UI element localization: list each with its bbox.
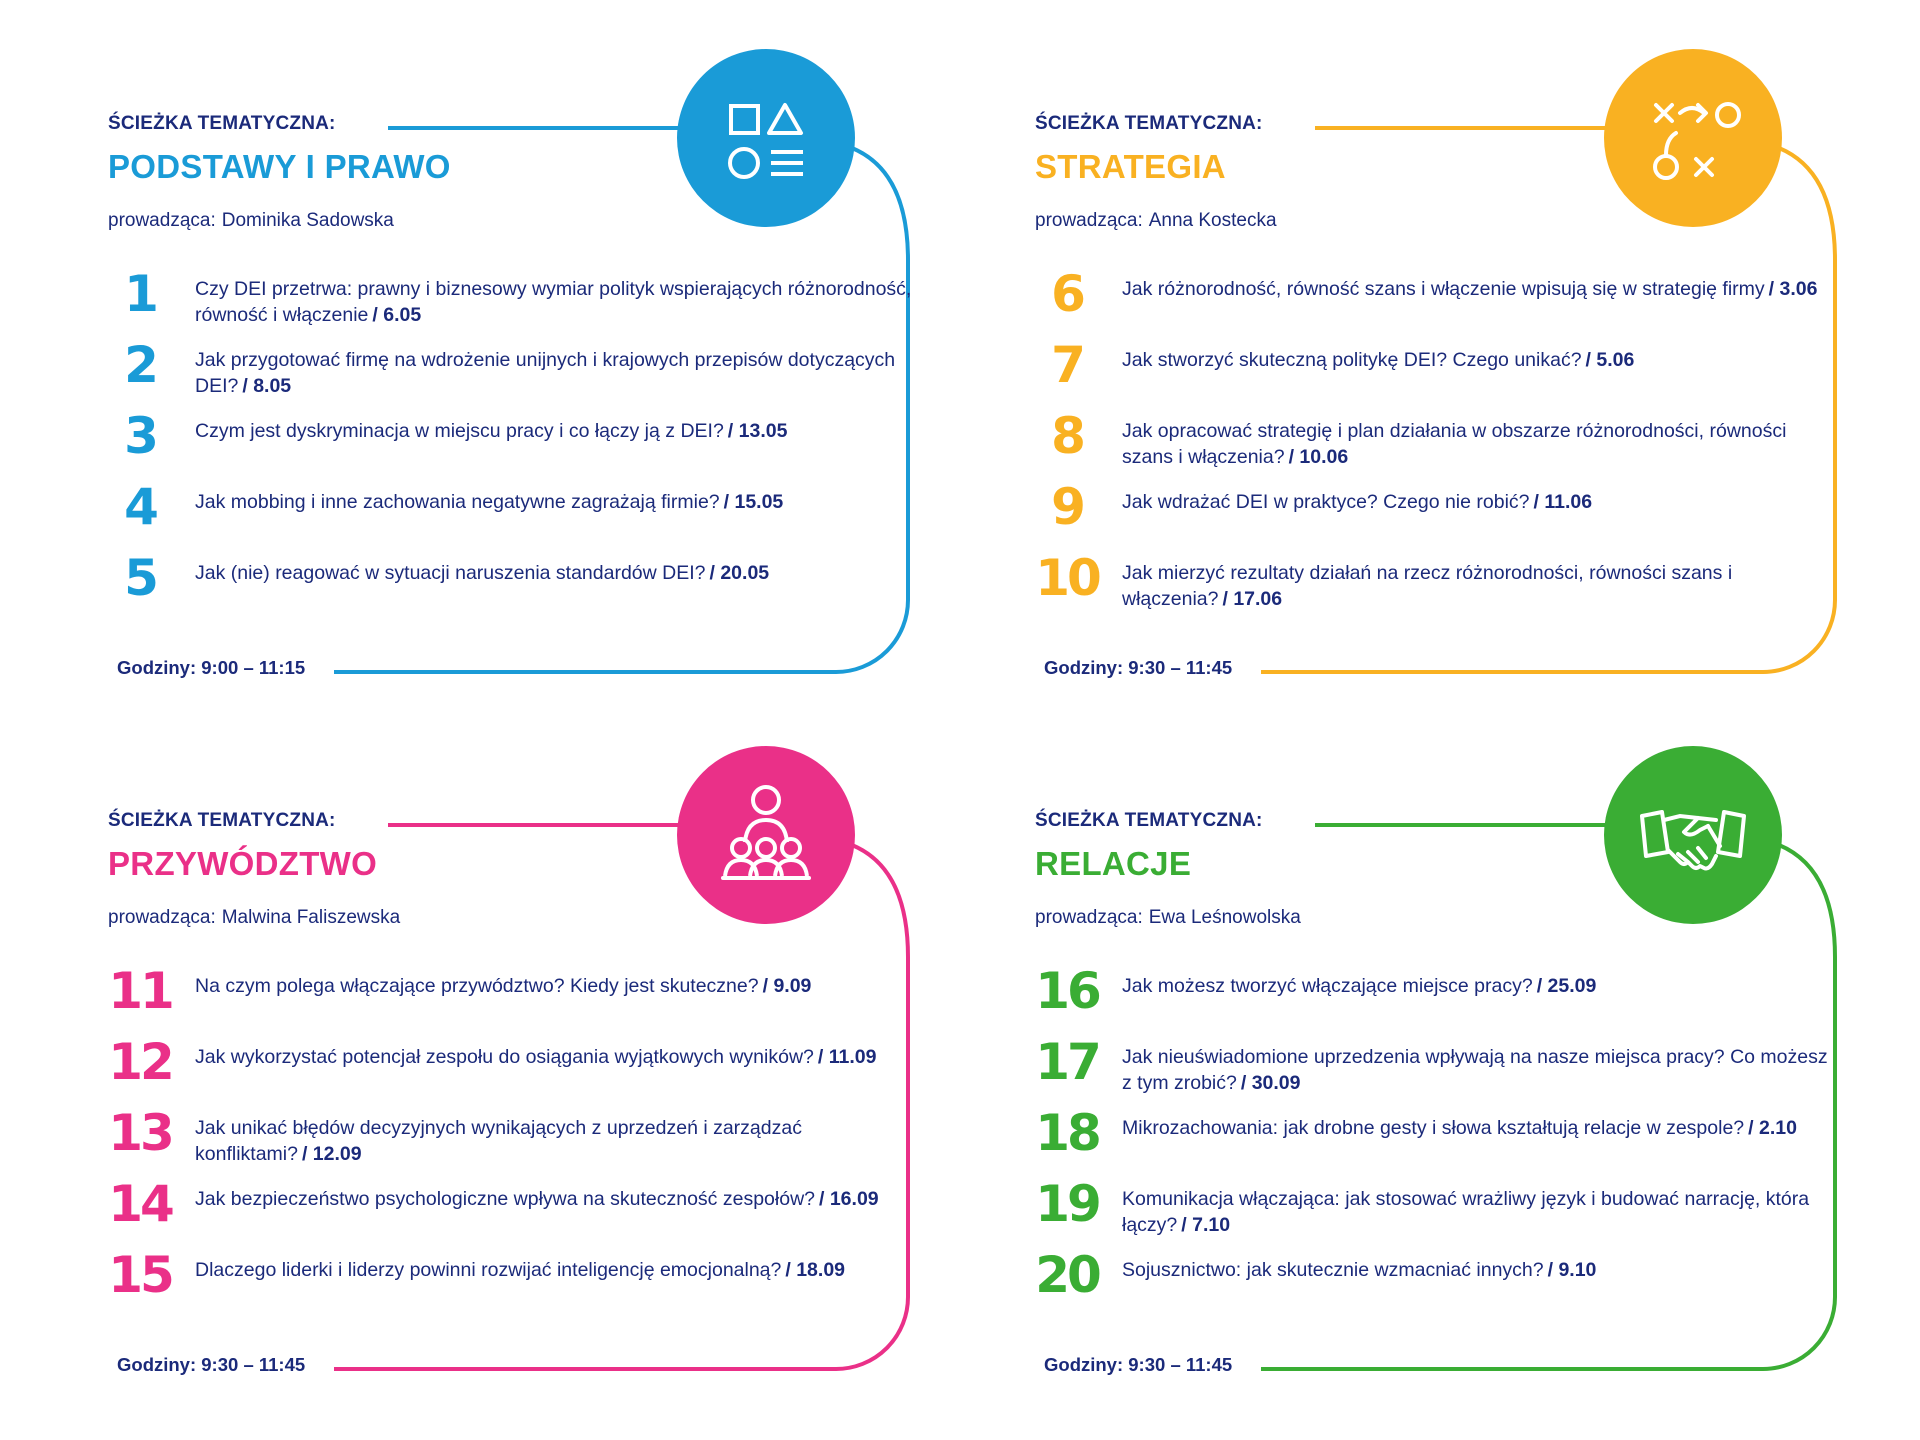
session-number: 13 (108, 1104, 172, 1162)
session-item (100, 546, 920, 610)
session-title: Jak stworzyć skuteczną politykę DEI? Czego unikać? (1122, 349, 1582, 371)
session-text (195, 973, 915, 999)
session-number: 18 (1035, 1104, 1099, 1162)
session-item (1027, 333, 1847, 397)
track-panel-relacje (927, 697, 1887, 1417)
session-date: / 11.06 (1533, 491, 1593, 513)
track-panel-podstawy (0, 0, 960, 720)
session-number: 20 (1035, 1246, 1099, 1304)
session-item (1027, 1172, 1847, 1236)
session-item (100, 262, 920, 326)
session-number: 19 (1035, 1175, 1099, 1233)
session-text (195, 418, 915, 444)
session-title: Jak mobbing i inne zachowania negatywne zagrażają firmie? (195, 491, 720, 513)
session-text (1122, 1257, 1842, 1283)
session-number: 16 (1035, 962, 1099, 1020)
session-item (1027, 1030, 1847, 1094)
team-leader-icon (677, 746, 855, 924)
session-text (195, 276, 915, 328)
session-text (1122, 418, 1842, 470)
session-number: 5 (124, 549, 156, 607)
session-title: Dlaczego liderki i liderzy powinni rozwijać inteligencję emocjonalną? (195, 1259, 782, 1281)
session-item (100, 1172, 920, 1236)
session-number: 7 (1051, 336, 1083, 394)
session-text (195, 1257, 915, 1283)
session-title: Sojusznictwo: jak skutecznie wzmacniać innych? (1122, 1259, 1544, 1281)
session-text (1122, 973, 1842, 999)
session-title: Czym jest dyskryminacja w miejscu pracy i co łączy ją z DEI? (195, 420, 724, 442)
session-item (100, 1101, 920, 1165)
host-line (1035, 907, 1301, 929)
track-label: ŚCIEŻKA TEMATYCZNA: (108, 113, 336, 134)
session-date: / 17.06 (1222, 588, 1283, 610)
session-text (1122, 1044, 1842, 1096)
session-title: Jak wdrażać DEI w praktyce? Czego nie robić? (1122, 491, 1530, 513)
session-item (1027, 959, 1847, 1023)
session-number: 8 (1051, 407, 1083, 465)
session-date: / 20.05 (709, 562, 770, 584)
track-panel-przywodztwo (0, 697, 960, 1417)
session-date: / 5.06 (1585, 349, 1635, 371)
session-title: Jak różnorodność, równość szans i włączenie wpisują się w strategię firmy (1122, 278, 1765, 300)
session-date: / 6.05 (372, 304, 422, 326)
session-item (100, 475, 920, 539)
track-title: RELACJE (1035, 845, 1192, 882)
session-title: Jak nieuświadomione uprzedzenia wpływają na nasze miejsca pracy? Co możesz z tym zrobić? (1122, 1046, 1828, 1094)
session-date: / 25.09 (1536, 975, 1597, 997)
session-text (195, 1115, 915, 1167)
session-text (195, 1186, 915, 1212)
session-number: 11 (108, 962, 172, 1020)
session-item (1027, 475, 1847, 539)
session-title: Jak (nie) reagować w sytuacji naruszenia standardów DEI? (195, 562, 706, 584)
handshake-icon (1604, 746, 1782, 924)
hours-label: Godziny: 9:30 – 11:45 (1044, 1354, 1233, 1375)
session-date: / 16.09 (819, 1188, 879, 1210)
session-item (100, 1243, 920, 1307)
track-label: ŚCIEŻKA TEMATYCZNA: (1035, 113, 1263, 134)
host-line (108, 907, 400, 929)
host-name: Malwina Faliszewska (221, 907, 401, 928)
session-number: 10 (1035, 549, 1099, 607)
session-title: Mikrozachowania: jak drobne gesty i słowa kształtują relacje w zespole? (1122, 1117, 1745, 1139)
track-panel-strategia (927, 0, 1887, 720)
session-item (1027, 546, 1847, 610)
session-date: / 30.09 (1240, 1072, 1301, 1094)
host-name: Ewa Leśnowolska (1148, 907, 1301, 928)
session-text (195, 560, 915, 586)
session-date: / 3.06 (1768, 278, 1818, 300)
session-number: 1 (124, 265, 156, 323)
host-prefix: prowadząca: (108, 907, 216, 928)
host-line (108, 210, 394, 232)
session-number: 3 (124, 407, 156, 465)
session-text (1122, 276, 1842, 302)
session-date: / 2.10 (1748, 1117, 1797, 1139)
session-number: 12 (108, 1033, 172, 1091)
track-title: STRATEGIA (1035, 148, 1226, 185)
session-number: 4 (124, 478, 156, 536)
session-item (1027, 404, 1847, 468)
session-item (100, 404, 920, 468)
session-item (100, 333, 920, 397)
hours-label: Godziny: 9:30 – 11:45 (1044, 657, 1233, 678)
session-date: / 9.10 (1547, 1259, 1597, 1281)
session-number: 6 (1051, 265, 1083, 323)
session-date: / 7.10 (1181, 1214, 1231, 1236)
session-item (1027, 1101, 1847, 1165)
session-text (1122, 1186, 1842, 1238)
track-title: PODSTAWY I PRAWO (108, 148, 451, 185)
session-text (1122, 560, 1842, 612)
session-number: 15 (108, 1246, 172, 1304)
session-date: / 18.09 (785, 1259, 846, 1281)
strategy-play-icon (1604, 49, 1782, 227)
shapes-icon (677, 49, 855, 227)
track-label: ŚCIEŻKA TEMATYCZNA: (108, 810, 336, 831)
session-title: Jak możesz tworzyć włączające miejsce pracy? (1122, 975, 1533, 997)
session-text (195, 489, 915, 515)
session-title: Jak wykorzystać potencjał zespołu do osiągania wyjątkowych wyników? (195, 1046, 814, 1068)
session-title: Czy DEI przetrwa: prawny i biznesowy wymiar polityk wspierających różnorodność, równość i włączenie (195, 278, 912, 326)
session-date: / 13.05 (727, 420, 788, 442)
host-name: Dominika Sadowska (221, 210, 394, 231)
session-title: Jak przygotować firmę na wdrożenie unijnych i krajowych przepisów dotyczących DEI? (195, 349, 896, 397)
session-number: 14 (108, 1175, 172, 1233)
session-date: / 10.06 (1288, 446, 1349, 468)
host-prefix: prowadząca: (1035, 210, 1143, 231)
track-title: PRZYWÓDZTWO (108, 845, 378, 882)
session-date: / 15.05 (723, 491, 784, 513)
session-text (195, 347, 915, 399)
session-item (1027, 1243, 1847, 1307)
host-line (1035, 210, 1277, 232)
session-text (1122, 1115, 1842, 1141)
session-item (1027, 262, 1847, 326)
session-date: / 11.09 (817, 1046, 877, 1068)
session-text (1122, 347, 1842, 373)
session-item (100, 1030, 920, 1094)
session-number: 17 (1035, 1033, 1099, 1091)
session-text (1122, 489, 1842, 515)
session-date: / 8.05 (242, 375, 292, 397)
host-prefix: prowadząca: (1035, 907, 1143, 928)
session-title: Jak opracować strategię i plan działania w obszarze różnorodności, równości szans i włączenia? (1122, 420, 1787, 468)
session-number: 9 (1051, 478, 1083, 536)
session-date: / 12.09 (301, 1143, 362, 1165)
session-text (195, 1044, 915, 1070)
session-item (100, 959, 920, 1023)
session-date: / 9.09 (762, 975, 812, 997)
hours-label: Godziny: 9:00 – 11:15 (117, 657, 306, 678)
hours-label: Godziny: 9:30 – 11:45 (117, 1354, 306, 1375)
host-prefix: prowadząca: (108, 210, 216, 231)
session-number: 2 (124, 336, 156, 394)
session-title: Jak bezpieczeństwo psychologiczne wpływa na skuteczność zespołów? (195, 1188, 815, 1210)
track-label: ŚCIEŻKA TEMATYCZNA: (1035, 810, 1263, 831)
host-name: Anna Kostecka (1148, 210, 1277, 231)
session-title: Komunikacja włączająca: jak stosować wrażliwy język i budować narrację, która łączy? (1122, 1188, 1810, 1236)
session-title: Jak unikać błędów decyzyjnych wynikających z uprzedzeń i zarządzać konfliktami? (195, 1117, 802, 1165)
session-title: Jak mierzyć rezultaty działań na rzecz różnorodności, równości szans i włączenia? (1122, 562, 1733, 610)
session-title: Na czym polega włączające przywództwo? Kiedy jest skuteczne? (195, 975, 759, 997)
